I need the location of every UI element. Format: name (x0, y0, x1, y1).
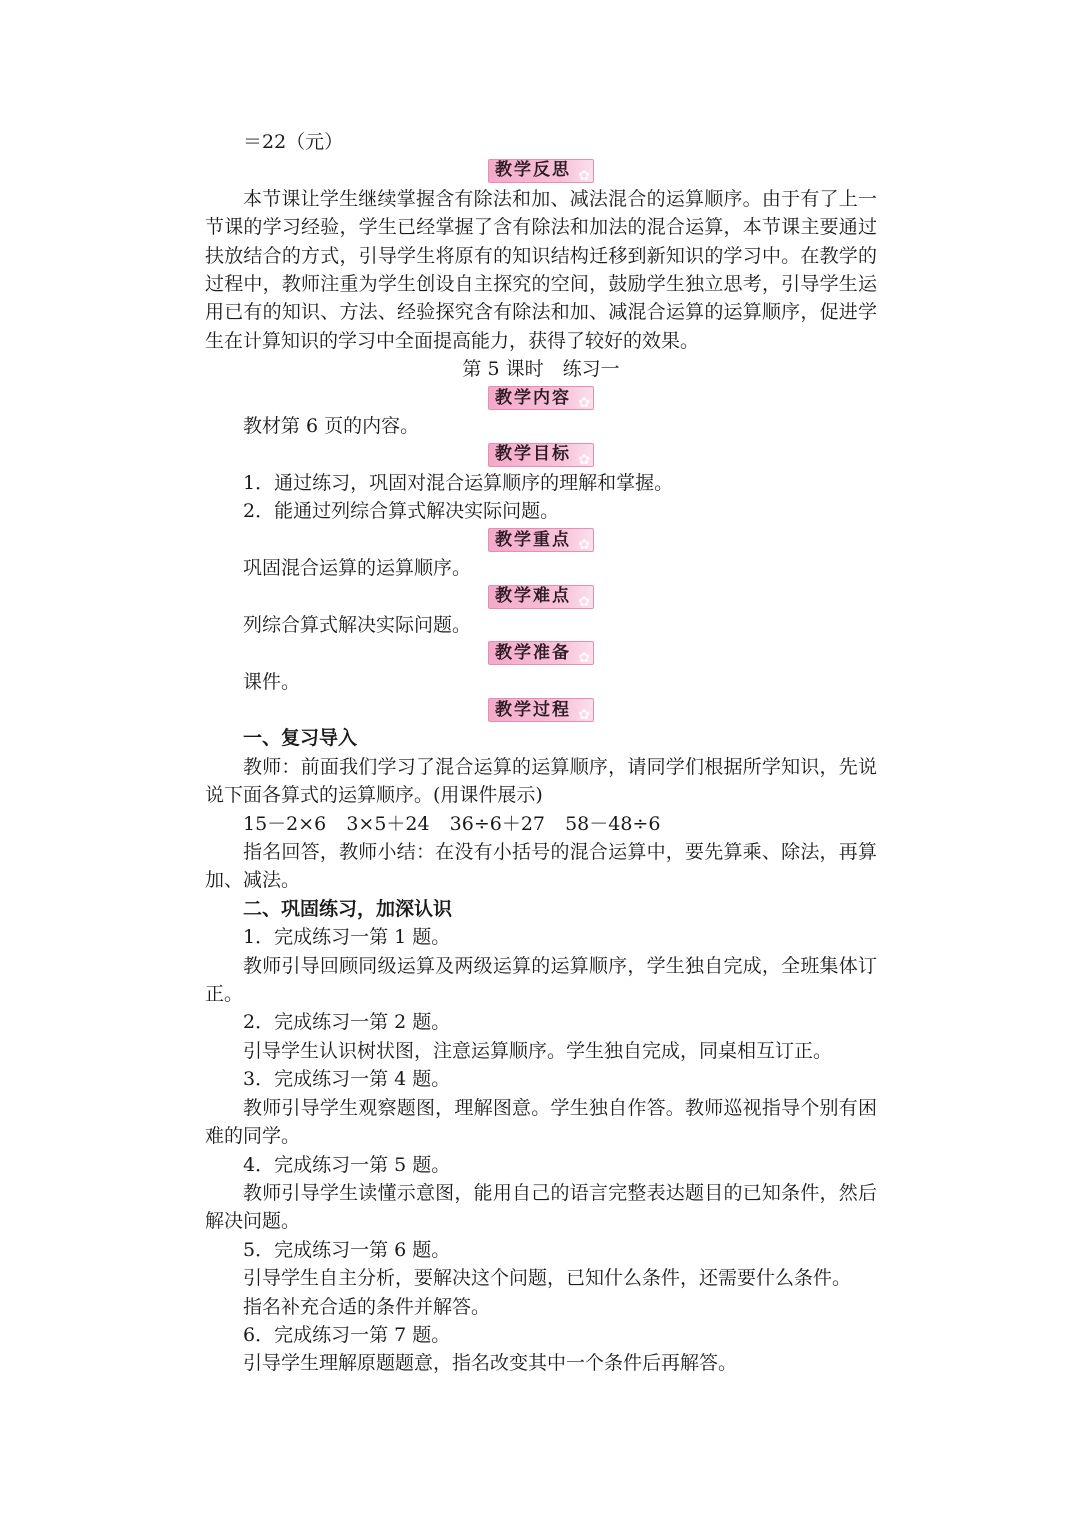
part1-teacher: 教师：前面我们学习了混合运算的运算顺序，请同学们根据所学知识，先说说下面各算式的运算顺序。(用课件展示) (205, 755, 877, 807)
exercise-text: 指名补充合适的条件并解答。 (243, 1295, 491, 1318)
key-point-text: 巩固混合运算的运算顺序。 (243, 557, 472, 580)
part1-summary: 指名回答，教师小结：在没有小括号的混合运算中，要先算乘、除法，再算加、减法。 (205, 841, 877, 892)
exercise-text: 教师引导学生观察题图，理解图意。学生独自作答。教师巡视指导个别有困难的同学。 (205, 1096, 877, 1148)
formula-list (205, 810, 877, 838)
reflection-paragraph: 本节课让学生继续掌握含有除法和加、减法混合的运算顺序。由于有了上一节课的学习经验，学生已经掌握了含有除法和加法的混合运算，本节课主要通过扶放结合的方式，引导学生将原有的知识结构迁移到新知识的学习中。在教学的过程中，教师注重为学生创设自主探究的空间，鼓励学生独立思考，引导学生运用已有的知识、方法、经验探究含有除法和加、减混合运算的运算顺序，促进学生在计算知识的学习中全面提高能力，获得了较好的效果。 (205, 187, 877, 352)
exercise-text: 教师引导回顾同级运算及两级运算的运算顺序，学生独自完成，全班集体订正。 (205, 954, 877, 1006)
preparation-text: 课件。 (243, 670, 301, 693)
section-badge-key-point: 教学重点 ✿ (488, 528, 594, 552)
exercise-text: 引导学生认识树状图，注意运算顺序。学生独自完成，同桌相互订正。 (243, 1039, 833, 1062)
exercise-title: 3．完成练习一第 4 题。 (243, 1068, 451, 1091)
exercise-title: 2．完成练习一第 2 题。 (243, 1011, 451, 1034)
exercise-text: 引导学生自主分析，要解决这个问题，已知什么条件，还需要什么条件。 (243, 1267, 852, 1290)
difficulty-text: 列综合算式解决实际问题。 (243, 613, 472, 636)
top-result-line: ＝22（元） (243, 131, 344, 153)
exercise-title: 5．完成练习一第 6 题。 (243, 1238, 451, 1261)
section-badge-process: 教学过程 ✿ (488, 698, 594, 722)
exercise-text: 教师引导学生读懂示意图，能用自己的语言完整表达题目的已知条件，然后解决问题。 (205, 1181, 877, 1233)
content-text: 教材第 6 页的内容。 (243, 415, 420, 438)
badge-row-process (205, 696, 877, 724)
badge-row-key-point (205, 526, 877, 554)
flower-icon: ✿ (578, 451, 590, 468)
flower-icon: ✿ (578, 394, 590, 411)
goal-item: 1．通过练习，巩固对混合运算顺序的理解和掌握。 (243, 471, 674, 494)
formula: 15－2×6 (243, 812, 327, 835)
badge-row-difficulty (205, 582, 877, 610)
exercise-text: 引导学生理解原题题意，指名改变其中一个条件后再解答。 (243, 1352, 738, 1375)
formula: 36÷6＋27 (449, 812, 546, 835)
section-badge-preparation: 教学准备 ✿ (488, 641, 594, 665)
flower-icon: ✿ (578, 650, 590, 667)
flower-icon: ✿ (578, 707, 590, 724)
flower-icon: ✿ (578, 167, 590, 184)
part2-heading: 二、巩固练习，加深认识 (243, 897, 453, 920)
section-badge-reflection: 教学反思 ✿ (488, 159, 594, 183)
flower-icon: ✿ (578, 536, 590, 553)
document-page (205, 128, 877, 1378)
badge-row-goals (205, 440, 877, 468)
section-badge-difficulty: 教学难点 ✿ (488, 585, 594, 609)
goal-item: 2．能通过列综合算式解决实际问题。 (243, 500, 560, 523)
section-badge-goals: 教学目标 ✿ (488, 443, 594, 467)
flower-icon: ✿ (578, 593, 590, 610)
part1-heading: 一、复习导入 (243, 727, 358, 750)
badge-row-preparation (205, 639, 877, 667)
formula: 3×5＋24 (346, 812, 430, 835)
exercise-title: 1．完成练习一第 1 题。 (243, 926, 451, 949)
section-badge-content: 教学内容 ✿ (488, 386, 594, 410)
exercise-title: 4．完成练习一第 5 题。 (243, 1153, 451, 1176)
badge-row-content (205, 384, 877, 412)
lesson-title: 第 5 课时 练习一 (462, 358, 620, 381)
exercise-title: 6．完成练习一第 7 题。 (243, 1323, 451, 1346)
badge-row-reflection (205, 156, 877, 184)
formula: 58－48÷6 (565, 812, 661, 835)
